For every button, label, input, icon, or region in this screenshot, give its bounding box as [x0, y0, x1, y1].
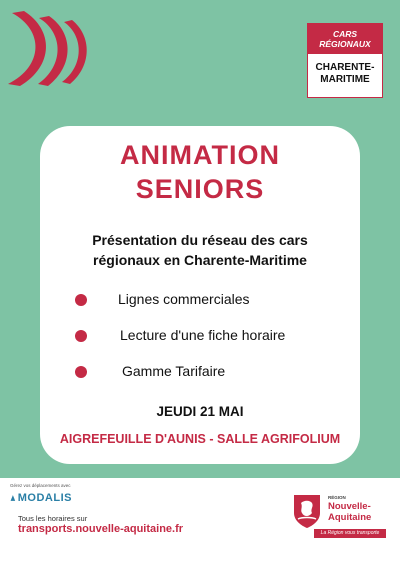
event-date: JEUDI 21 MAI	[156, 404, 244, 419]
event-subtitle-line2: régionaux en Charente-Maritime	[93, 252, 307, 268]
event-subtitle	[40, 230, 360, 270]
region-name	[328, 501, 371, 523]
cars-regionaux-arcs-logo	[4, 8, 104, 90]
region-lion-shield-icon	[292, 493, 322, 529]
bullet-dot-icon	[75, 330, 87, 342]
topic-item	[40, 363, 360, 383]
cars-regionaux-brand-box	[307, 23, 383, 98]
region-small-label: RÉGION	[328, 495, 346, 500]
horaires-link[interactable]: transports.nouvelle-aquitaine.fr	[18, 523, 184, 535]
footer	[0, 478, 400, 566]
event-card	[40, 126, 360, 464]
topic-item	[40, 327, 360, 347]
event-title-line2: SENIORS	[135, 174, 265, 204]
event-subtitle-line1: Présentation du réseau des cars	[92, 232, 308, 248]
topic-label: Lignes commerciales	[118, 291, 250, 307]
brand-line1: CARS	[332, 29, 358, 39]
event-title-line1: ANIMATION	[120, 140, 280, 170]
brand-area-line2: MARITIME	[320, 74, 370, 85]
event-location: AIGREFEUILLE D'AUNIS - SALLE AGRIFOLIUM	[59, 432, 341, 446]
brand-header	[308, 24, 382, 54]
bullet-dot-icon	[75, 294, 87, 306]
region-name-line1: Nouvelle-	[328, 501, 371, 512]
brand-area	[308, 54, 382, 86]
region-slogan: La Région vous transporte	[314, 529, 386, 538]
topic-label: Gamme Tarifaire	[122, 363, 226, 379]
modalis-tagline: Gérez vos déplacements avec	[10, 483, 71, 488]
modalis-mark-icon	[10, 492, 16, 504]
brand-area-line1: CHARENTE-	[315, 62, 375, 73]
modalis-logo	[10, 490, 72, 506]
region-name-line2: Aquitaine	[328, 512, 372, 523]
bullet-dot-icon	[75, 366, 87, 378]
topic-item	[40, 291, 360, 311]
brand-line2: RÉGIONAUX	[319, 39, 371, 49]
modalis-name: MODALIS	[17, 492, 72, 504]
horaires-label: Tous les horaires sur	[18, 514, 88, 523]
topic-label: Lecture d'une fiche horaire	[120, 327, 286, 343]
